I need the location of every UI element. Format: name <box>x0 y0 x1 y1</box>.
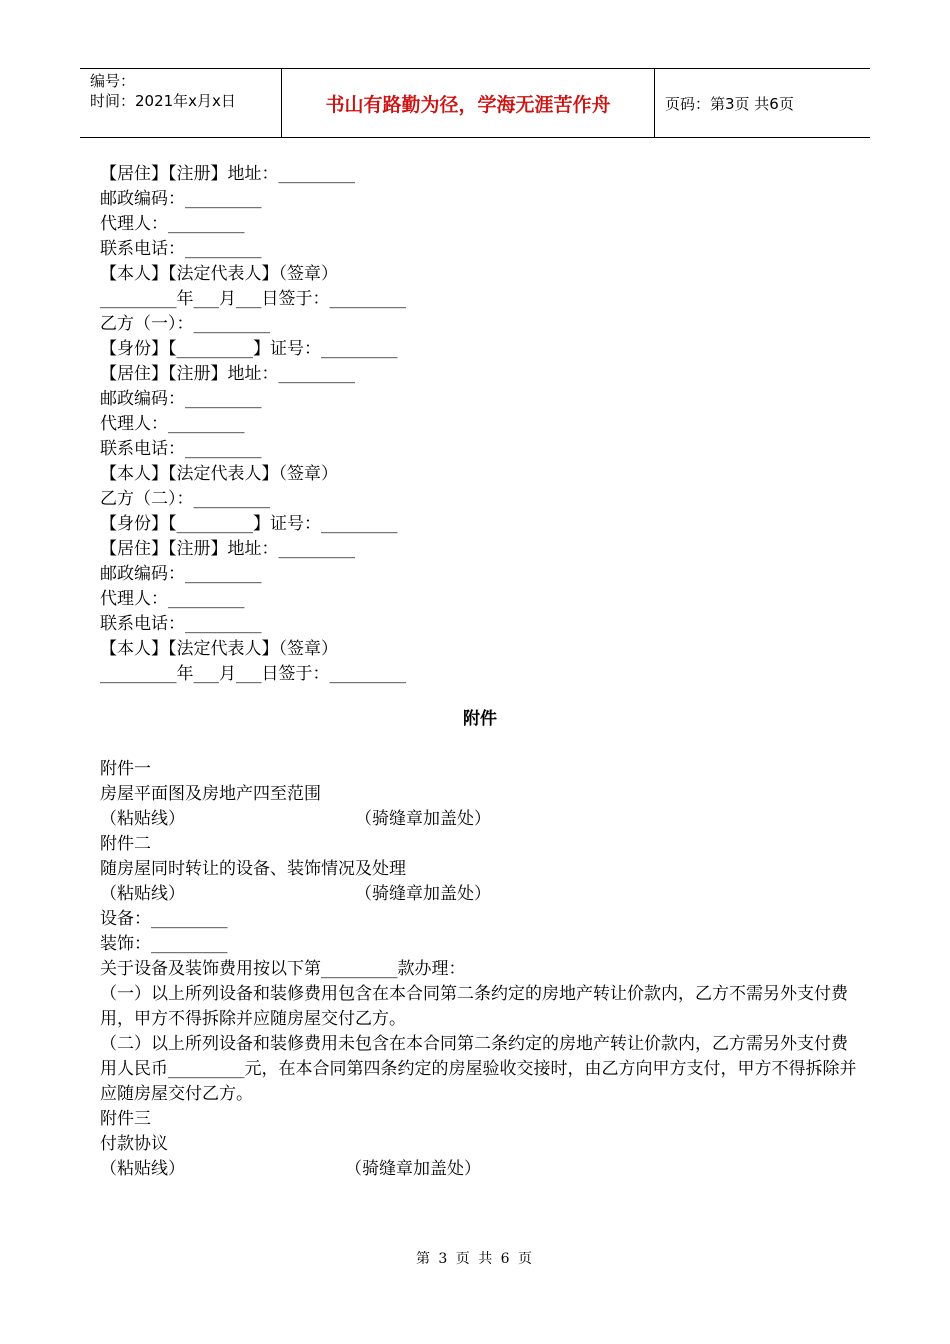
address-line: 【居住】【注册】地址：_________ <box>100 164 355 184</box>
equipment-line: 设备：_________ <box>100 909 228 929</box>
signing-date-line: _________年___月___日签于：_________ <box>100 289 406 309</box>
page-header <box>80 68 870 138</box>
page-footer: 第 3 页 共 6 页 <box>415 1251 535 1267</box>
agent-line: 代理人：_________ <box>100 589 245 609</box>
header-motto: 书山有路勤为径，学海无涯苦作舟 <box>282 69 655 137</box>
attachment-3-label: 附件三 <box>100 1109 151 1129</box>
attachment-3-name: 付款协议 <box>100 1134 168 1154</box>
id-line: 【身份】【_________】证号：_________ <box>100 339 398 359</box>
party-b2-line: 乙方（二）：_________ <box>100 489 270 509</box>
id-line: 【身份】【_________】证号：_________ <box>100 514 398 534</box>
party-b1-line: 乙方（一）：_________ <box>100 314 270 334</box>
attachment-1-paste-row <box>100 807 860 832</box>
header-page-code: 页码：第3页 共6页 <box>665 94 794 113</box>
handling-line: 关于设备及装饰费用按以下第_________款办理： <box>100 959 466 979</box>
attachment-1-name: 房屋平面图及房地产四至范围 <box>100 784 321 804</box>
phone-line: 联系电话：_________ <box>100 239 262 259</box>
phone-line: 联系电话：_________ <box>100 439 262 459</box>
serial-number-label: 编号： <box>90 72 136 90</box>
phone-line: 联系电话：_________ <box>100 614 262 634</box>
paste-line-label: （粘贴线） <box>100 809 185 829</box>
address-line: 【居住】【注册】地址：_________ <box>100 539 355 559</box>
agent-line: 代理人：_________ <box>100 214 245 234</box>
postcode-line: 邮政编码：_________ <box>100 189 262 209</box>
attachment-3-paste-row <box>100 1157 860 1182</box>
attachment-2-name: 随房屋同时转让的设备、装饰情况及处理 <box>100 859 406 879</box>
seal-area-label: （骑缝章加盖处） <box>355 884 491 904</box>
signing-date-line: _________年___月___日签于：_________ <box>100 664 406 684</box>
signature-line: 【本人】【法定代表人】（签章） <box>100 464 338 484</box>
signature-line: 【本人】【法定代表人】（签章） <box>100 264 338 284</box>
document-body <box>100 162 860 1182</box>
header-info <box>80 69 282 137</box>
attachments-title: 附件 <box>463 709 497 729</box>
paste-line-label: （粘贴线） <box>100 884 185 904</box>
attachment-2-paste-row <box>100 882 860 907</box>
seal-area-label: （骑缝章加盖处） <box>345 1159 481 1179</box>
postcode-line: 邮政编码：_________ <box>100 564 262 584</box>
address-line: 【居住】【注册】地址：_________ <box>100 364 355 384</box>
decoration-line: 装饰：_________ <box>100 934 228 954</box>
paste-line-label: （粘贴线） <box>100 1159 185 1179</box>
attachment-2-label: 附件二 <box>100 834 151 854</box>
postcode-line: 邮政编码：_________ <box>100 389 262 409</box>
seal-area-label: （骑缝章加盖处） <box>355 809 491 829</box>
option-2-paragraph: （二）以上所列设备和装修费用未包含在本合同第二条约定的房地产转让价款内，乙方需另外支付费用人民币_________元，在本合同第四条约定的房屋验收交接时，由乙方向甲方支付，甲方不得拆除并应随房屋交付乙方。 <box>100 1034 857 1104</box>
signature-line: 【本人】【法定代表人】（签章） <box>100 639 338 659</box>
option-1-paragraph: （一）以上所列设备和装修费用包含在本合同第二条约定的房地产转让价款内，乙方不需另外支付费用，甲方不得拆除并应随房屋交付乙方。 <box>100 984 848 1029</box>
attachment-1-label: 附件一 <box>100 759 151 779</box>
date-label: 时间：2021年x月x日 <box>90 92 236 110</box>
agent-line: 代理人：_________ <box>100 414 245 434</box>
